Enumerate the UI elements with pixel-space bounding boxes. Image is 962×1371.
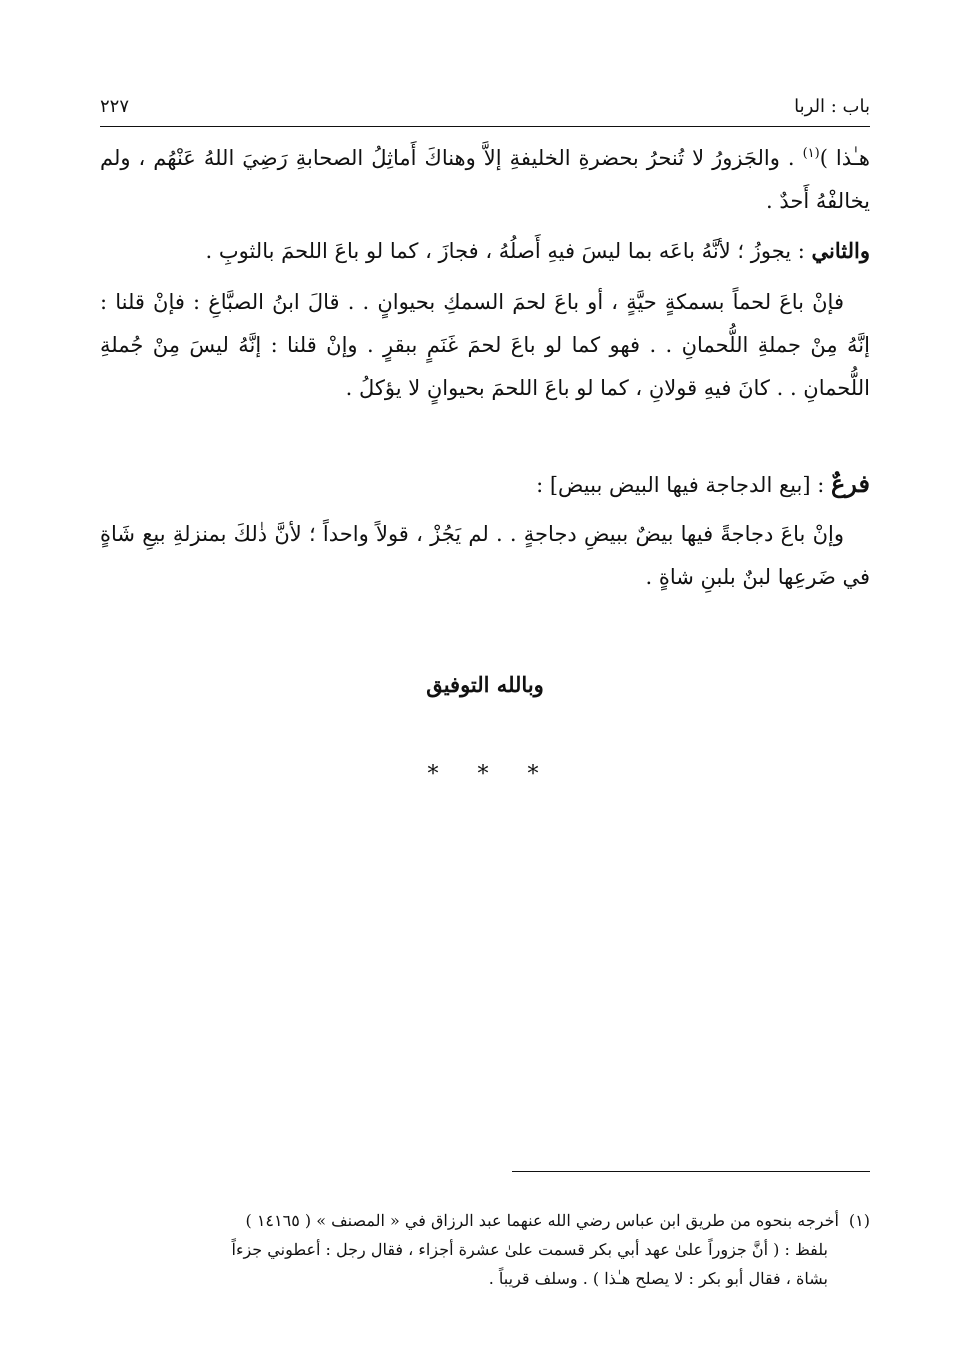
paragraph-1-rest: . والجَزورُ لا تُنحرُ بحضرةِ الخليفةِ إلاَّ وهناكَ أَماثِلُ الصحابةِ رَضِيَ اللهُ عَنْهُم ، ولم يخالفْهُ أَحدٌ . [100,146,870,213]
closing-phrase: وبالله التوفيق [426,672,544,697]
footnote-reference: (١) [802,146,820,161]
footnote-line-3: بشاة ، فقال أبو بكر : لا يصلح هـٰذا ) . وسلف قريباً . [488,1269,828,1288]
footnote-line-1 [100,1206,870,1235]
page-header [100,88,870,124]
star-separator-1: * [527,762,543,787]
footnote-line-2: بلفظ : ( أنَّ جزوراً علىٰ عهد أبي بكر قسمت علىٰ عشرة أجزاء ، فقال رجل : أعطوني جزءاً [231,1240,828,1259]
header-rule [100,126,870,127]
paragraph-2-text: : يجوزُ ؛ لأنَّهُ باعَه بما ليسَ فيهِ أَصلُهُ ، فجازَ ، كما لو باعَ اللحمَ بالثوبِ . [205,239,812,263]
branch-heading [100,462,870,507]
paragraph-3: فإنْ باعَ لحماً بسمكةٍ حيَّةٍ ، أو باعَ لحمَ السمكِ بحيوانٍ . . قالَ ابنُ الصبَّاغِ : فإنْ قلنا : إنَّهُ مِنْ جملةِ اللُّحمانِ . . فهو كما لو باعَ لحمَ غَنَمٍ ببقرٍ . وإنْ قلنا : إنَّهُ ليسَ مِنْ جُملةِ اللُّحمانِ . . كانَ فيهِ قولانِ ، كما لو باعَ اللحمَ بحيوانٍ لا يؤكلُ . [100,290,870,400]
star-separator-3: * [427,762,443,787]
paragraph-1 [100,137,870,223]
footnote [100,1206,870,1293]
branch-label: فرعٌ [830,469,870,498]
page-number: ٢٢٧ [100,95,130,117]
section-separator [100,762,870,787]
second-opinion-label: والثاني [811,238,870,263]
paragraph-5: وإنْ باعَ دجاجةً فيها بيضٌ ببيضِ دجاجةٍ . . لم يَجُزْ ، قولاً واحداً ؛ لأنَّ ذٰلكَ بمنزلةِ بيعِ شَاةٍ في ضَرعِها لبنٌ بلبنِ شاةٍ . [100,522,870,589]
main-text [100,137,870,599]
branch-title: : [بيع الدجاجة فيها البيض ببيض] : [536,473,831,497]
star-separator-2: * [477,762,493,787]
footnote-number: (١) [848,1211,870,1230]
paragraph-1-start: هـٰذا ) [819,146,871,170]
footnote-line-1-text: أخرجه بنحوه من طريق ابن عباس رضي الله عنهما عبد الرزاق في « المصنف » ( ١٤١٦٥ ) [245,1211,839,1230]
footnote-rule [512,1171,870,1172]
paragraph-2 [100,229,870,273]
chapter-title: باب : الربا [794,95,870,117]
